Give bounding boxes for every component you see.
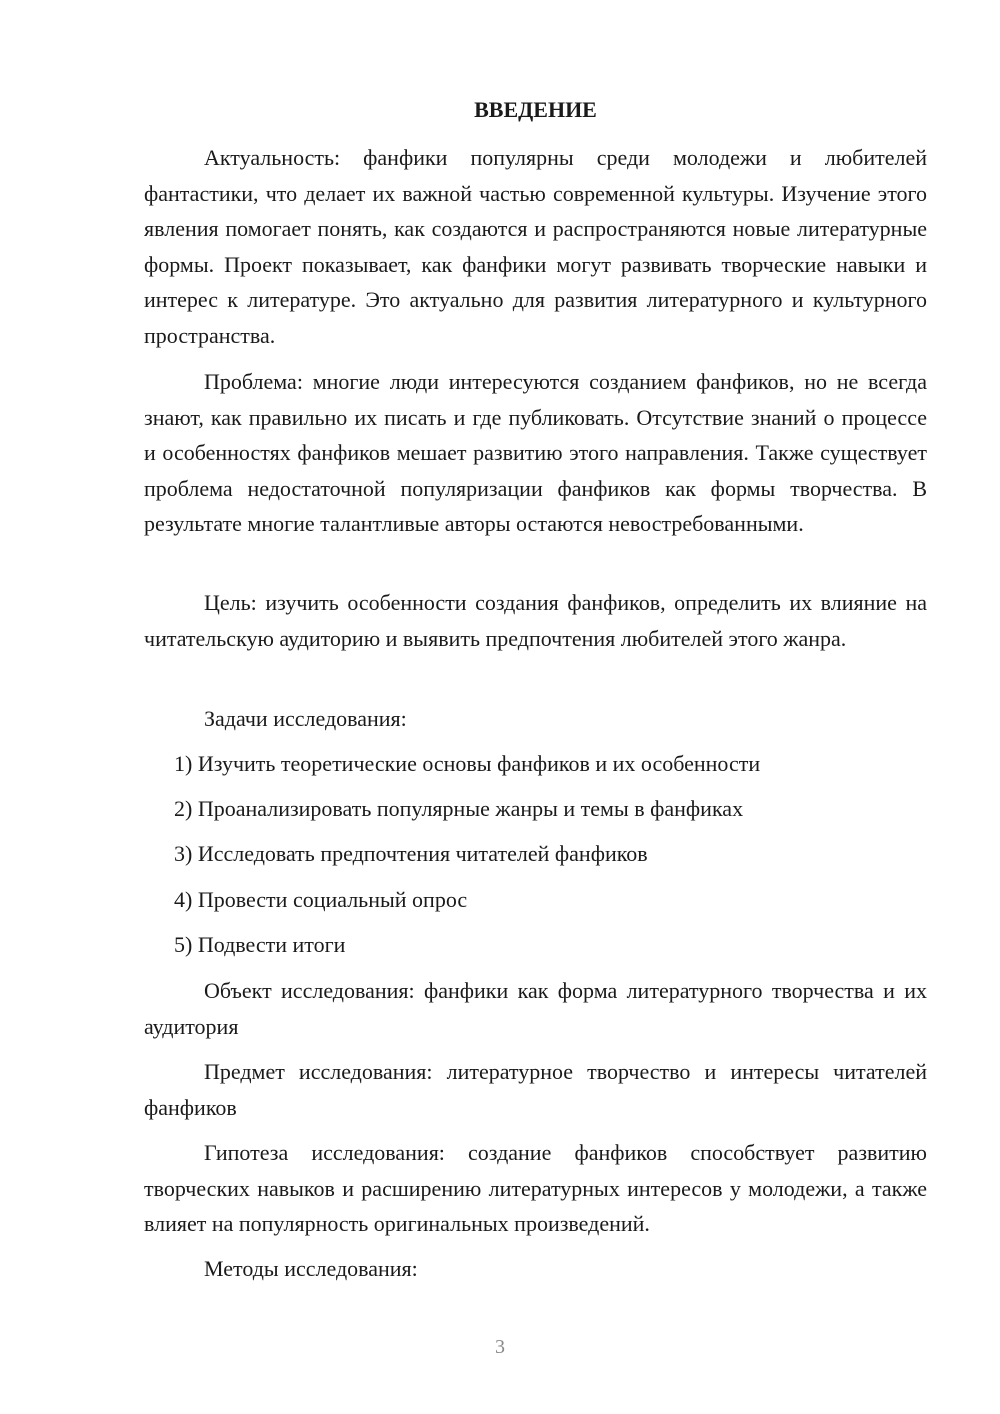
- tasks-heading-block: [144, 701, 927, 737]
- paragraph-object: [144, 973, 927, 1044]
- methods-heading-block: [144, 1251, 927, 1287]
- page-number: 3: [495, 1336, 505, 1358]
- list-item: 5) Подвести итоги: [174, 932, 346, 957]
- problem-text: Проблема: многие люди интересуются созданием фанфиков, но не всегда знают, как правильно их писать и где публиковать. Отсутствие знаний о процессе и особенностях фанфиков мешает развитию этого направления. Также существует проблема недостаточной популяризации фанфиков как формы творчества. В результате многие талантливые авторы остаются невостребованными.: [144, 369, 927, 536]
- list-item: 3) Исследовать предпочтения читателей фанфиков: [174, 841, 648, 866]
- paragraph-problem: [144, 364, 927, 542]
- list-item: 2) Проанализировать популярные жанры и темы в фанфиках: [174, 796, 744, 821]
- paragraph-subject: [144, 1054, 927, 1125]
- paragraph-relevance: [144, 140, 927, 353]
- hypothesis-text: Гипотеза исследования: создание фанфиков способствует развитию творческих навыков и расширению литературных интересов у молодежи, а также влияет на популярность оригинальных произведений.: [144, 1140, 927, 1236]
- paragraph-hypothesis: [144, 1135, 927, 1242]
- section-title: ВВЕДЕНИЕ: [474, 97, 597, 122]
- list-item: 4) Провести социальный опрос: [174, 887, 468, 912]
- subject-text: Предмет исследования: литературное творчество и интересы читателей фанфиков: [144, 1059, 927, 1120]
- object-text: Объект исследования: фанфики как форма литературного творчества и их аудитория: [144, 978, 927, 1039]
- relevance-text: Актуальность: фанфики популярны среди молодежи и любителей фантастики, что делает их важной частью современной культуры. Изучение этого явления помогает понять, как создаются и распространяются новые литературные формы. Проект показывает, как фанфики могут развивать творческие навыки и интерес к литературе. Это актуально для развития литературного и культурного пространства.: [144, 145, 927, 348]
- goal-text: Цель: изучить особенности создания фанфиков, определить их влияние на читательскую аудиторию и выявить предпочтения любителей этого жанра.: [144, 590, 927, 651]
- tasks-heading: Задачи исследования:: [204, 706, 407, 731]
- methods-heading: Методы исследования:: [204, 1256, 418, 1281]
- paragraph-goal: [144, 585, 927, 656]
- list-item: 1) Изучить теоретические основы фанфиков и их особенности: [174, 751, 761, 776]
